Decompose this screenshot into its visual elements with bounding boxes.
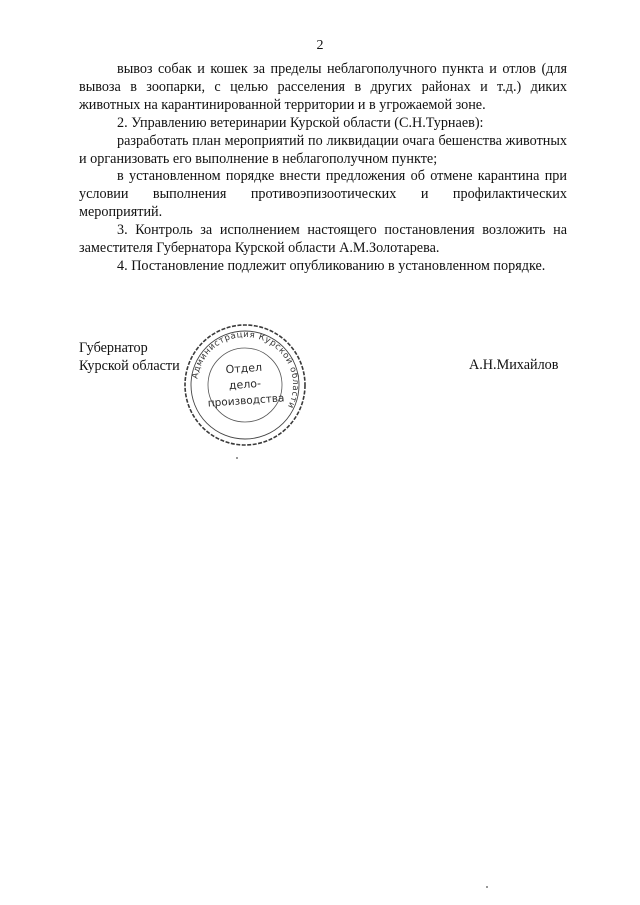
- page-number: 2: [316, 38, 324, 53]
- stamp-line-1: Отдел: [225, 360, 263, 377]
- official-stamp: [182, 322, 308, 448]
- scan-speck: [236, 457, 238, 459]
- paragraph-item-2: 2. Управлению ветеринарии Курской области (С.Н.Турнаев):: [117, 114, 484, 131]
- paragraph-plan: разработать план мероприятий по ликвидации очага бешенства животных и организовать его выполнение в неблагополучном пункте;: [79, 132, 567, 167]
- stamp-line-3: производства: [207, 392, 285, 410]
- paragraph-quarantine: в установленном порядке внести предложения об отмене карантина при условии выполнения противоэпизоотических и профилактических мероприятий.: [79, 168, 567, 221]
- position-title: Губернатор: [79, 340, 148, 356]
- document-body: [79, 61, 567, 276]
- signatory-name: А.Н.Михайлов: [469, 357, 559, 373]
- stamp-line-2: дело-: [228, 376, 262, 393]
- paragraph-item-3: 3. Контроль за исполнением настоящего постановления возложить на заместителя Губернатора Курской области А.М.Золотарева.: [79, 222, 567, 257]
- scan-speck: [486, 886, 488, 888]
- paragraph-exports: вывоз собак и кошек за пределы неблагополучного пункта и отлов (для вывоза в зоопарки, с целью расселения в других районах и т.д.) диких животных на карантинированной территории и в угрожаемой зоне.: [79, 61, 567, 113]
- stamp-ring-text: Администрация Курской области: [190, 329, 301, 411]
- paragraph-item-4: 4. Постановление подлежит опубликованию в установленном порядке.: [117, 257, 546, 274]
- position-region: Курской области: [79, 358, 180, 374]
- signature-position: [79, 339, 180, 375]
